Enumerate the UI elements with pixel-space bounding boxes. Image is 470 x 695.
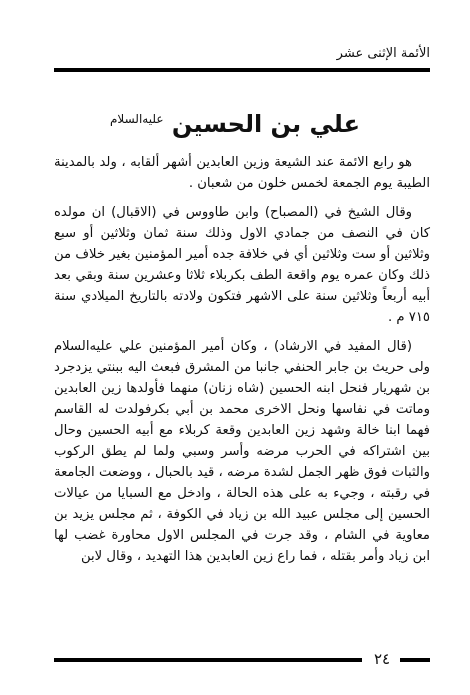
header-rule — [54, 68, 430, 72]
paragraph: (قال المفيد في الارشاد) ، وكان أمير المؤمنين علي عليه‌السلام ولى حريث بن جابر الحنفي جانبا من المشرق فبعث اليه ببنتي يزدجرد بن شهريار فنحل ابنه الحسين (شاه زنان) منهما فأولدها زين العابدين وماتت في نفاسها ونحل الاخرى محمد بن أبي بكرفولدت له القاسم فهما ابنا خالة وشهد زين العابدين وقعة كربلاء مع أبيه الحسين وحال بين اشتراكه في الحرب مرضه وأسر وسبي ولما لم يطق الركوب والثبات فوق ظهر الجمل لشدة مرضه ، قيد بالحبال ، ووضعت الجامعة في رقبته ، وجيء به على هذه الحالة ، وادخل مع السبايا من عيالات الحسين إلى مجلس عبيد الله بن زياد في الكوفة ، ثم مجلس يزيد بن معاوية في الشام ، وقد جرت في المجلس الاول محاورة غضب لها ابن زياد وأمر بقتله ، فما راع زين العابدين هذا التهديد ، وقال لابن — [54, 339, 430, 564]
paragraph: هو رابع الائمة عند الشيعة وزين العابدين أشهر ألقابه ، ولد بالمدينة الطيبة يوم الجمعة لخمس خلون من شعبان . — [54, 155, 430, 191]
chapter-title-text: علي بن الحسين — [171, 110, 360, 138]
honorific-mark: عليه‌السلام — [110, 112, 164, 126]
running-title: الأئمة الإثنى عشر — [336, 46, 430, 61]
chapter-title — [0, 104, 470, 139]
footer-rule-right — [400, 658, 430, 662]
body-text — [54, 152, 430, 575]
running-header — [54, 46, 430, 66]
page-number: ٢٤ — [373, 650, 391, 668]
paragraph: وقال الشيخ في (المصباح) وابن طاووس في (الاقبال) ان مولده كان في النصف من جمادي الاول وذلك سنة ثمان وثلاثين أو سبع وثلاثين أو ست وثلاثين أي في خلافة جده أمير المؤمنين بغير خلاف من ذلك وكان عمره يوم واقعة الطف بكربلاء ثلاثا وعشرين سنة وبقي بعد أبيه أربعاً وثلاثين سنة على الاشهر فتكون ولادته بالتاريخ الميلادي سنة ٧١٥ م . — [54, 205, 430, 325]
footer-rule-left — [54, 658, 362, 662]
